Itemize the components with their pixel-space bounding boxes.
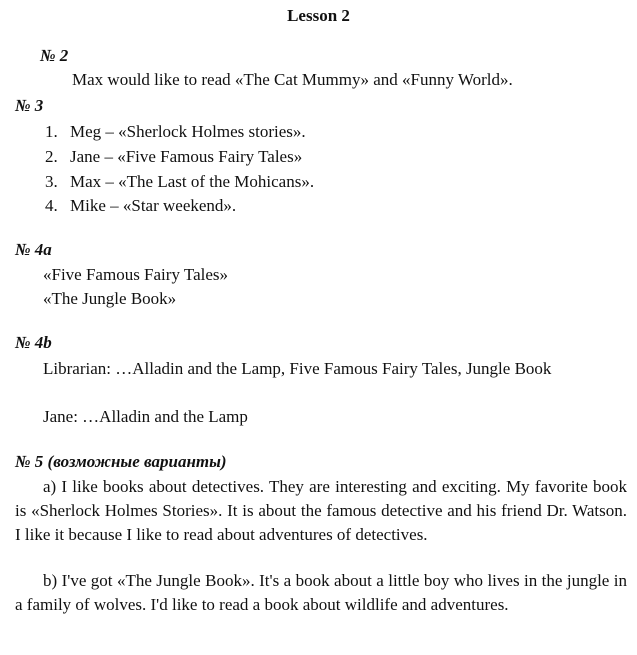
- exercise-2-text: Max would like to read «The Cat Mummy» and «Funny World».: [72, 70, 513, 89]
- list-item-text: Jane – «Five Famous Fairy Tales»: [70, 147, 303, 166]
- exercise-2-header: № 2: [40, 46, 69, 65]
- list-item-number: 2.: [45, 147, 58, 166]
- list-item-number: 3.: [45, 172, 58, 191]
- list-item: [45, 145, 302, 169]
- exercise-4a-line: «Five Famous Fairy Tales»: [43, 265, 229, 284]
- exercise-5-answer-b: b) I've got «The Jungle Book». It's a book about a little boy who lives in the jungle in a family of wolves. I'd like to read a book about wildlife and adventures.: [15, 571, 627, 614]
- list-item-text: Meg – «Sherlock Holmes stories».: [70, 122, 306, 141]
- list-item-text: Mike – «Star weekend».: [70, 196, 237, 215]
- exercise-4a-header: № 4a: [15, 240, 52, 259]
- list-item: [45, 194, 236, 218]
- exercise-4b-header: № 4b: [15, 333, 52, 352]
- list-item-text: Max – «The Last of the Mohicans».: [70, 172, 315, 191]
- list-item-number: 4.: [45, 196, 58, 215]
- exercise-5-answer-a: a) I like books about detectives. They are interesting and exciting. My favorite book is «Sherlock Holmes Stories». It is about the famous detective and his friend Dr. Watson. I like it because I like to read about adventures of detectives.: [15, 477, 627, 544]
- exercise-5-header: № 5 (возможные варианты): [15, 452, 227, 471]
- lesson-title: Lesson 2: [287, 6, 350, 25]
- exercise-4a-line: «The Jungle Book»: [43, 289, 177, 308]
- list-item-number: 1.: [45, 122, 58, 141]
- exercise-4b-jane: Jane: …Alladin and the Lamp: [43, 407, 248, 426]
- exercise-4b-librarian: Librarian: …Alladin and the Lamp, Five Famous Fairy Tales, Jungle Book: [43, 359, 552, 378]
- exercise-3-header: № 3: [15, 96, 44, 115]
- list-item: [45, 120, 306, 144]
- list-item: [45, 170, 314, 194]
